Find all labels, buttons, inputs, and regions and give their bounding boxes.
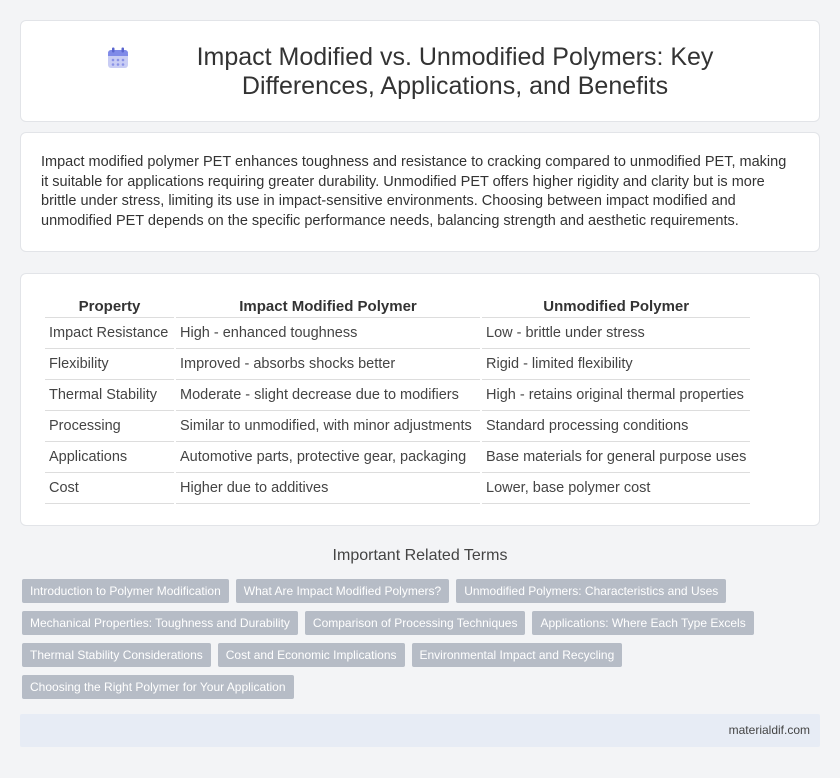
table-cell: Higher due to additives	[176, 473, 480, 504]
related-term-tag[interactable]: Applications: Where Each Type Excels	[532, 611, 753, 635]
comparison-table	[43, 294, 752, 504]
related-term-tag[interactable]: Thermal Stability Considerations	[22, 643, 211, 667]
footer-site-link[interactable]: materialdif.com	[728, 723, 810, 737]
table-row	[45, 380, 750, 411]
related-term-tag[interactable]: Mechanical Properties: Toughness and Durability	[22, 611, 298, 635]
table-cell: Rigid - limited flexibility	[482, 349, 750, 380]
table-header-impact-modified: Impact Modified Polymer	[176, 294, 480, 318]
table-cell: Thermal Stability	[45, 380, 174, 411]
related-term-tag[interactable]: Cost and Economic Implications	[218, 643, 405, 667]
related-terms-title: Important Related Terms	[332, 547, 508, 564]
related-term-tag[interactable]: Comparison of Processing Techniques	[305, 611, 526, 635]
table-cell: Moderate - slight decrease due to modifiers	[176, 380, 480, 411]
related-term-tag[interactable]: Unmodified Polymers: Characteristics and Uses	[456, 579, 726, 603]
table-cell: Processing	[45, 411, 174, 442]
table-cell: High - retains original thermal properties	[482, 380, 750, 411]
related-terms-list	[22, 579, 802, 699]
page-title: Impact Modified vs. Unmodified Polymers: Key Differences, Applications, and Benefits	[196, 43, 714, 100]
table-header-row	[45, 294, 750, 318]
table-cell: Standard processing conditions	[482, 411, 750, 442]
table-cell: Automotive parts, protective gear, packaging	[176, 442, 480, 473]
table-cell: Lower, base polymer cost	[482, 473, 750, 504]
table-cell: High - enhanced toughness	[176, 318, 480, 349]
table-row	[45, 442, 750, 473]
table-header-unmodified: Unmodified Polymer	[482, 294, 750, 318]
table-row	[45, 318, 750, 349]
table-cell: Applications	[45, 442, 174, 473]
table-cell: Improved - absorbs shocks better	[176, 349, 480, 380]
intro-text: Impact modified polymer PET enhances toughness and resistance to cracking compared to unmodified PET, making it suitable for applications requiring greater durability. Unmodified PET offers higher rigidity and clarity but is more brittle under stress, limiting its use in impact-sensitive environments. Choosing between impact modified and unmodified PET depends on the specific performance needs, balancing strength and aesthetic requirements.	[41, 154, 787, 229]
table-cell: Low - brittle under stress	[482, 318, 750, 349]
table-header-property: Property	[45, 294, 174, 318]
related-term-tag[interactable]: What Are Impact Modified Polymers?	[236, 579, 449, 603]
table-cell: Base materials for general purpose uses	[482, 442, 750, 473]
related-term-tag[interactable]: Environmental Impact and Recycling	[412, 643, 623, 667]
table-row	[45, 473, 750, 504]
related-term-tag[interactable]: Introduction to Polymer Modification	[22, 579, 229, 603]
related-term-tag[interactable]: Choosing the Right Polymer for Your Application	[22, 675, 294, 699]
table-row	[45, 349, 750, 380]
table-row	[45, 411, 750, 442]
table-cell: Impact Resistance	[45, 318, 174, 349]
table-cell: Cost	[45, 473, 174, 504]
table-cell: Similar to unmodified, with minor adjustments	[176, 411, 480, 442]
table-cell: Flexibility	[45, 349, 174, 380]
footer	[20, 714, 820, 747]
intro-card	[20, 132, 820, 252]
header-card	[20, 20, 820, 122]
comparison-table-card	[20, 273, 820, 526]
